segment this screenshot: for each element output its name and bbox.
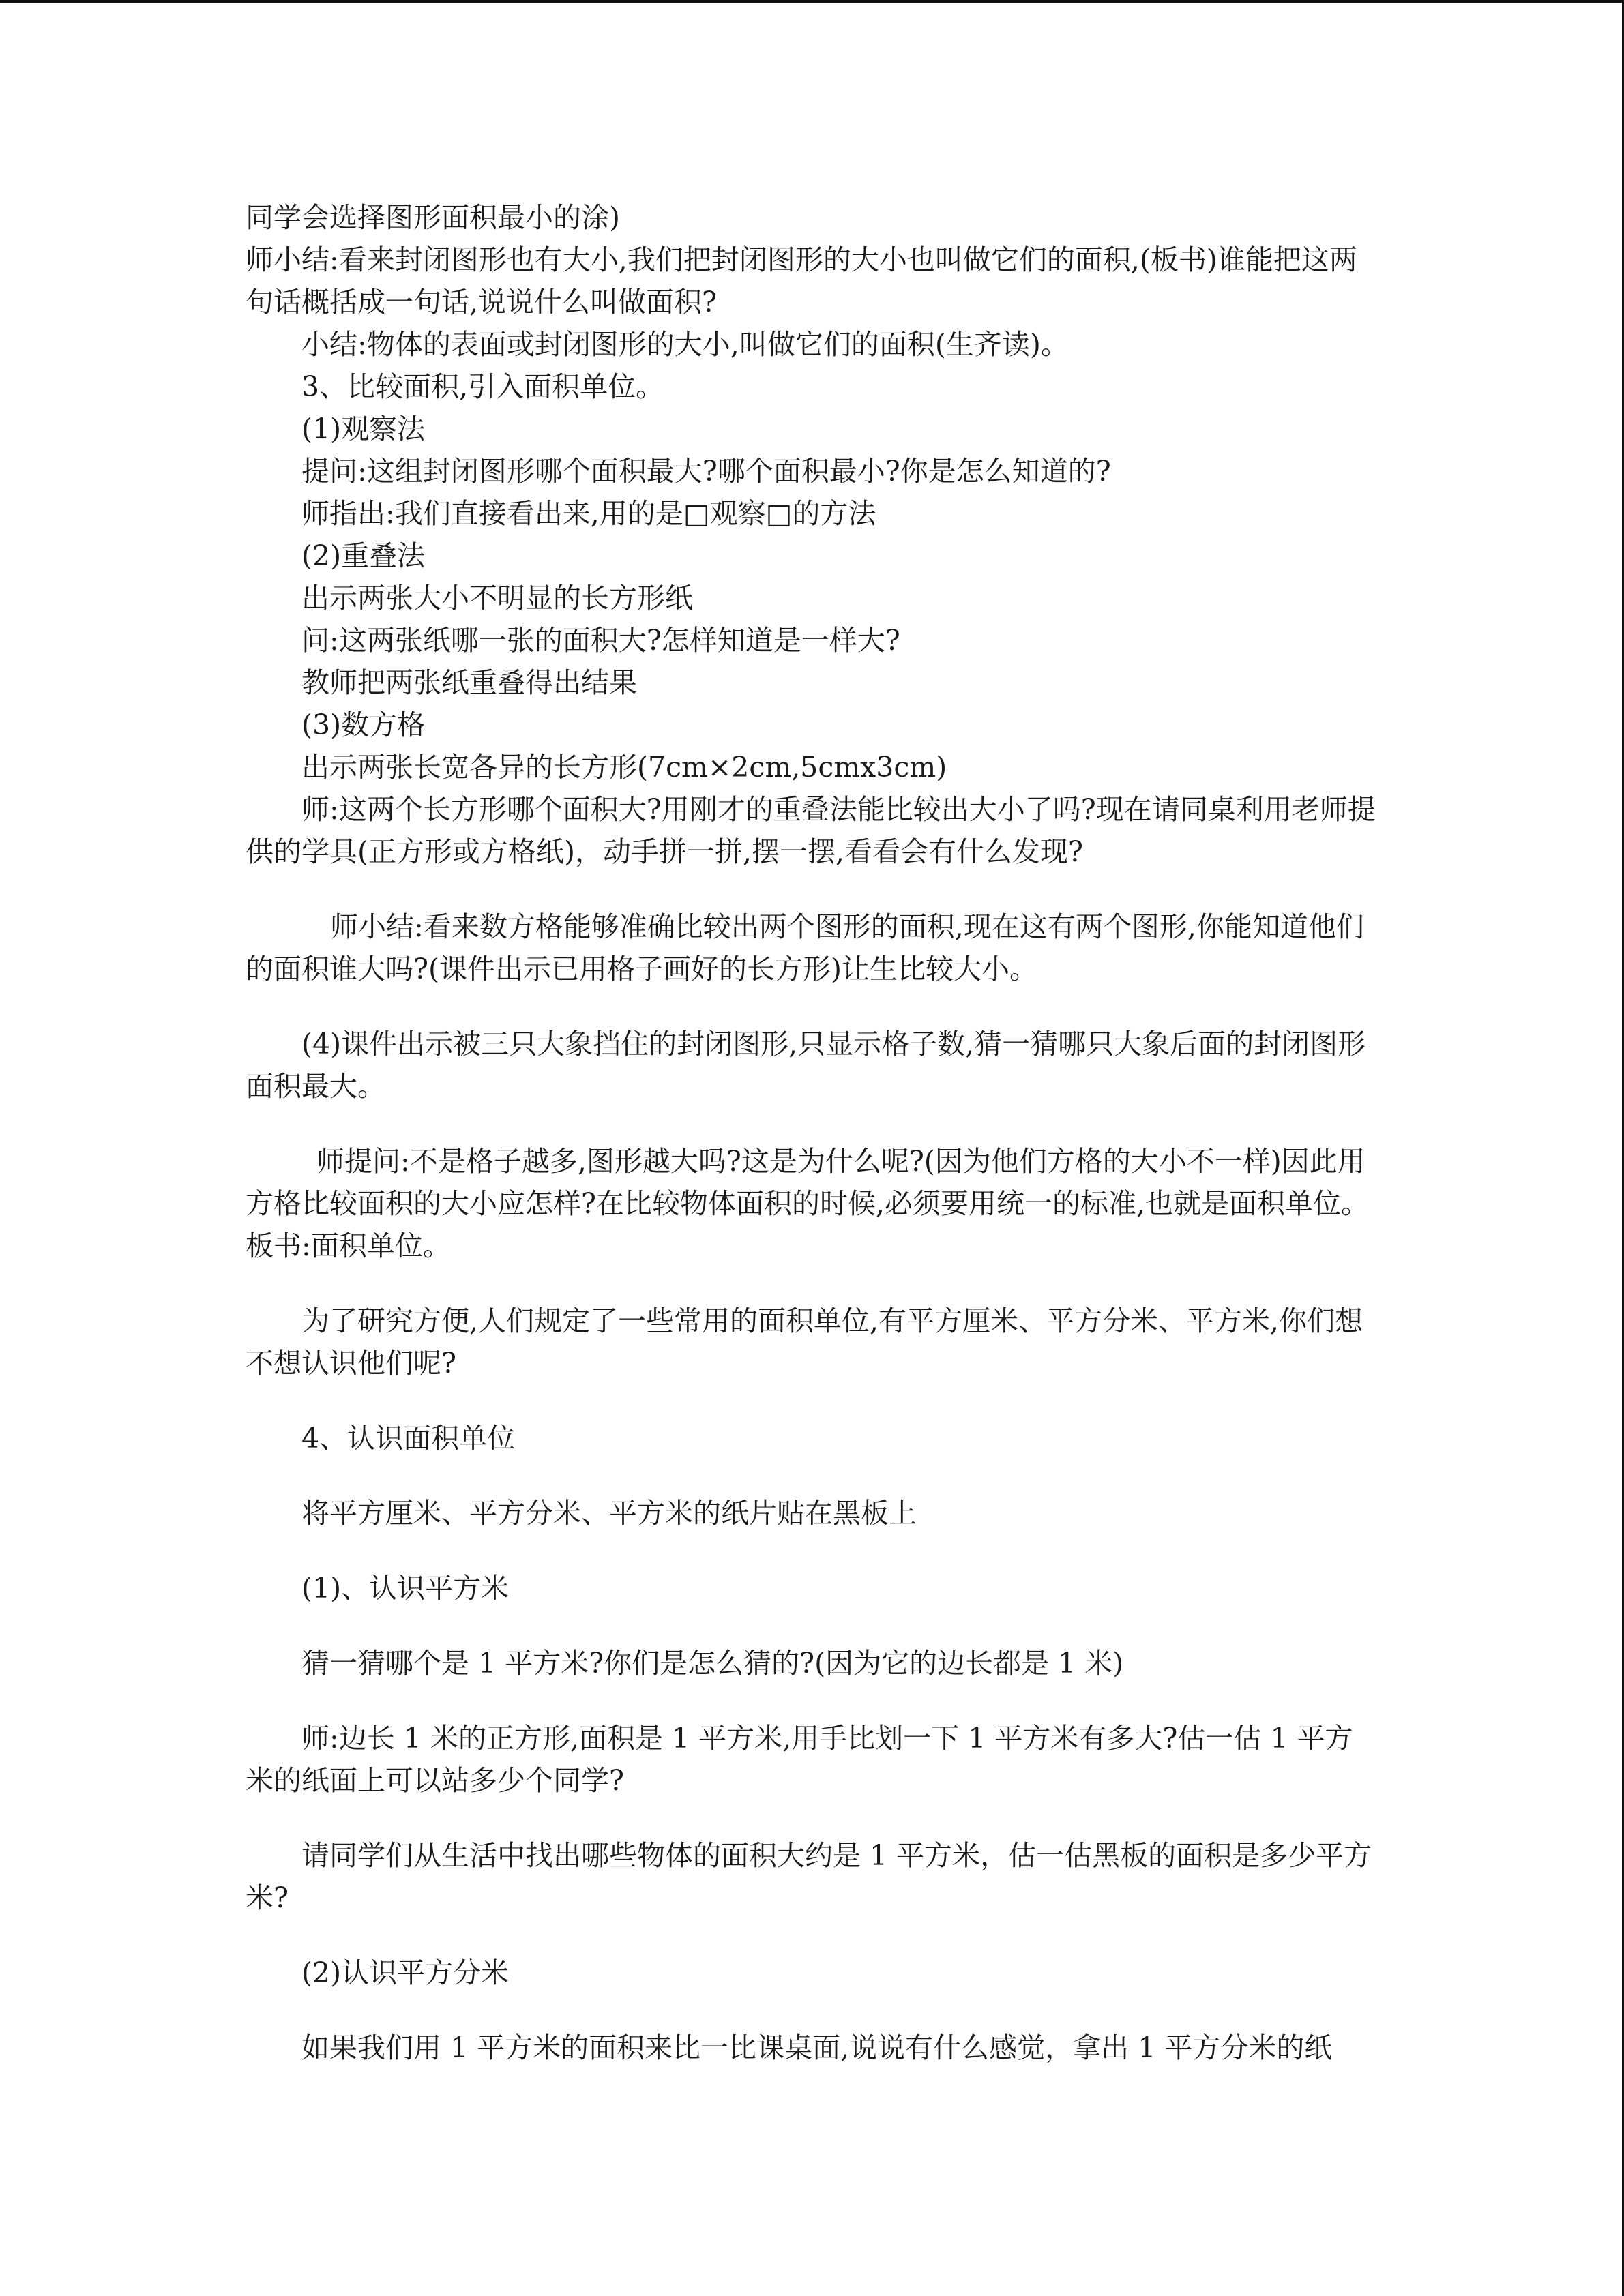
paragraph: (1)、认识平方米 xyxy=(301,1572,510,1605)
paragraph: (1)观察法 xyxy=(301,413,426,445)
paragraph: 出示两张大小不明显的长方形纸 xyxy=(301,582,693,614)
paragraph: 问:这两张纸哪一张的面积大?怎样知道是一样大? xyxy=(301,624,900,657)
paragraph: 4、认识面积单位 xyxy=(301,1422,516,1455)
paragraph: 师提问:不是格子越多,图形越大吗?这是为什么呢?(因为他们方格的大小不一样)因此用方格比较面积的大小应怎样?在比较物体面积的时候,必须要用统一的标准,也就是面积单位。板书:面积单位。 xyxy=(246,1145,1370,1262)
paragraph: 师小结:看来封闭图形也有大小,我们把封闭图形的大小也叫做它们的面积,(板书)谁能把这两句话概括成一句话,说说什么叫做面积? xyxy=(246,243,1357,318)
paragraph: 出示两张长宽各异的长方形(7cm×2cm,5cmx3cm) xyxy=(301,751,947,784)
paragraph: 请同学们从生活中找出哪些物体的面积大约是 1 平方米，估一估黑板的面积是多少平方米? xyxy=(246,1839,1372,1914)
paragraph: 师小结:看来数方格能够准确比较出两个图形的面积,现在这有两个图形,你能知道他们的面积谁大吗?(课件出示已用格子画好的长方形)让生比较大小。 xyxy=(246,910,1364,985)
page-top-border xyxy=(0,0,1624,3)
paragraph: 将平方厘米、平方分米、平方米的纸片贴在黑板上 xyxy=(301,1497,917,1530)
paragraph: 教师把两张纸重叠得出结果 xyxy=(301,666,637,699)
paragraph: (2)认识平方分米 xyxy=(301,1956,510,1989)
paragraph: (3)数方格 xyxy=(301,709,426,741)
paragraph: 同学会选择图形面积最小的涂) xyxy=(246,201,620,234)
paragraph: 师:边长 1 米的正方形,面积是 1 平方米,用手比划一下 1 平方米有多大?估一估 1 平方米的纸面上可以站多少个同学? xyxy=(246,1722,1353,1797)
document-body xyxy=(246,196,1378,2069)
paragraph: 3、比较面积,引入面积单位。 xyxy=(301,370,664,403)
paragraph: 猜一猜哪个是 1 平方米?你们是怎么猜的?(因为它的边长都是 1 米) xyxy=(301,1647,1124,1680)
paragraph: (2)重叠法 xyxy=(301,539,426,572)
paragraph: 师指出:我们直接看出来,用的是□观察□的方法 xyxy=(301,497,876,530)
paragraph: 小结:物体的表面或封闭图形的大小,叫做它们的面积(生齐读)。 xyxy=(301,328,1069,361)
paragraph: 师:这两个长方形哪个面积大?用刚才的重叠法能比较出大小了吗?现在请同桌利用老师提供的学具(正方形或方格纸)，动手拼一拼,摆一摆,看看会有什么发现? xyxy=(246,793,1376,868)
paragraph: 提问:这组封闭图形哪个面积最大?哪个面积最小?你是怎么知道的? xyxy=(301,455,1111,488)
paragraph: (4)课件出示被三只大象挡住的封闭图形,只显示格子数,猜一猜哪只大象后面的封闭图形面积最大。 xyxy=(246,1028,1366,1103)
paragraph: 为了研究方便,人们规定了一些常用的面积单位,有平方厘米、平方分米、平方米,你们想不想认识他们呢? xyxy=(246,1304,1363,1380)
paragraph: 如果我们用 1 平方米的面积来比一比课桌面,说说有什么感觉，拿出 1 平方分米的纸 xyxy=(301,2031,1333,2064)
